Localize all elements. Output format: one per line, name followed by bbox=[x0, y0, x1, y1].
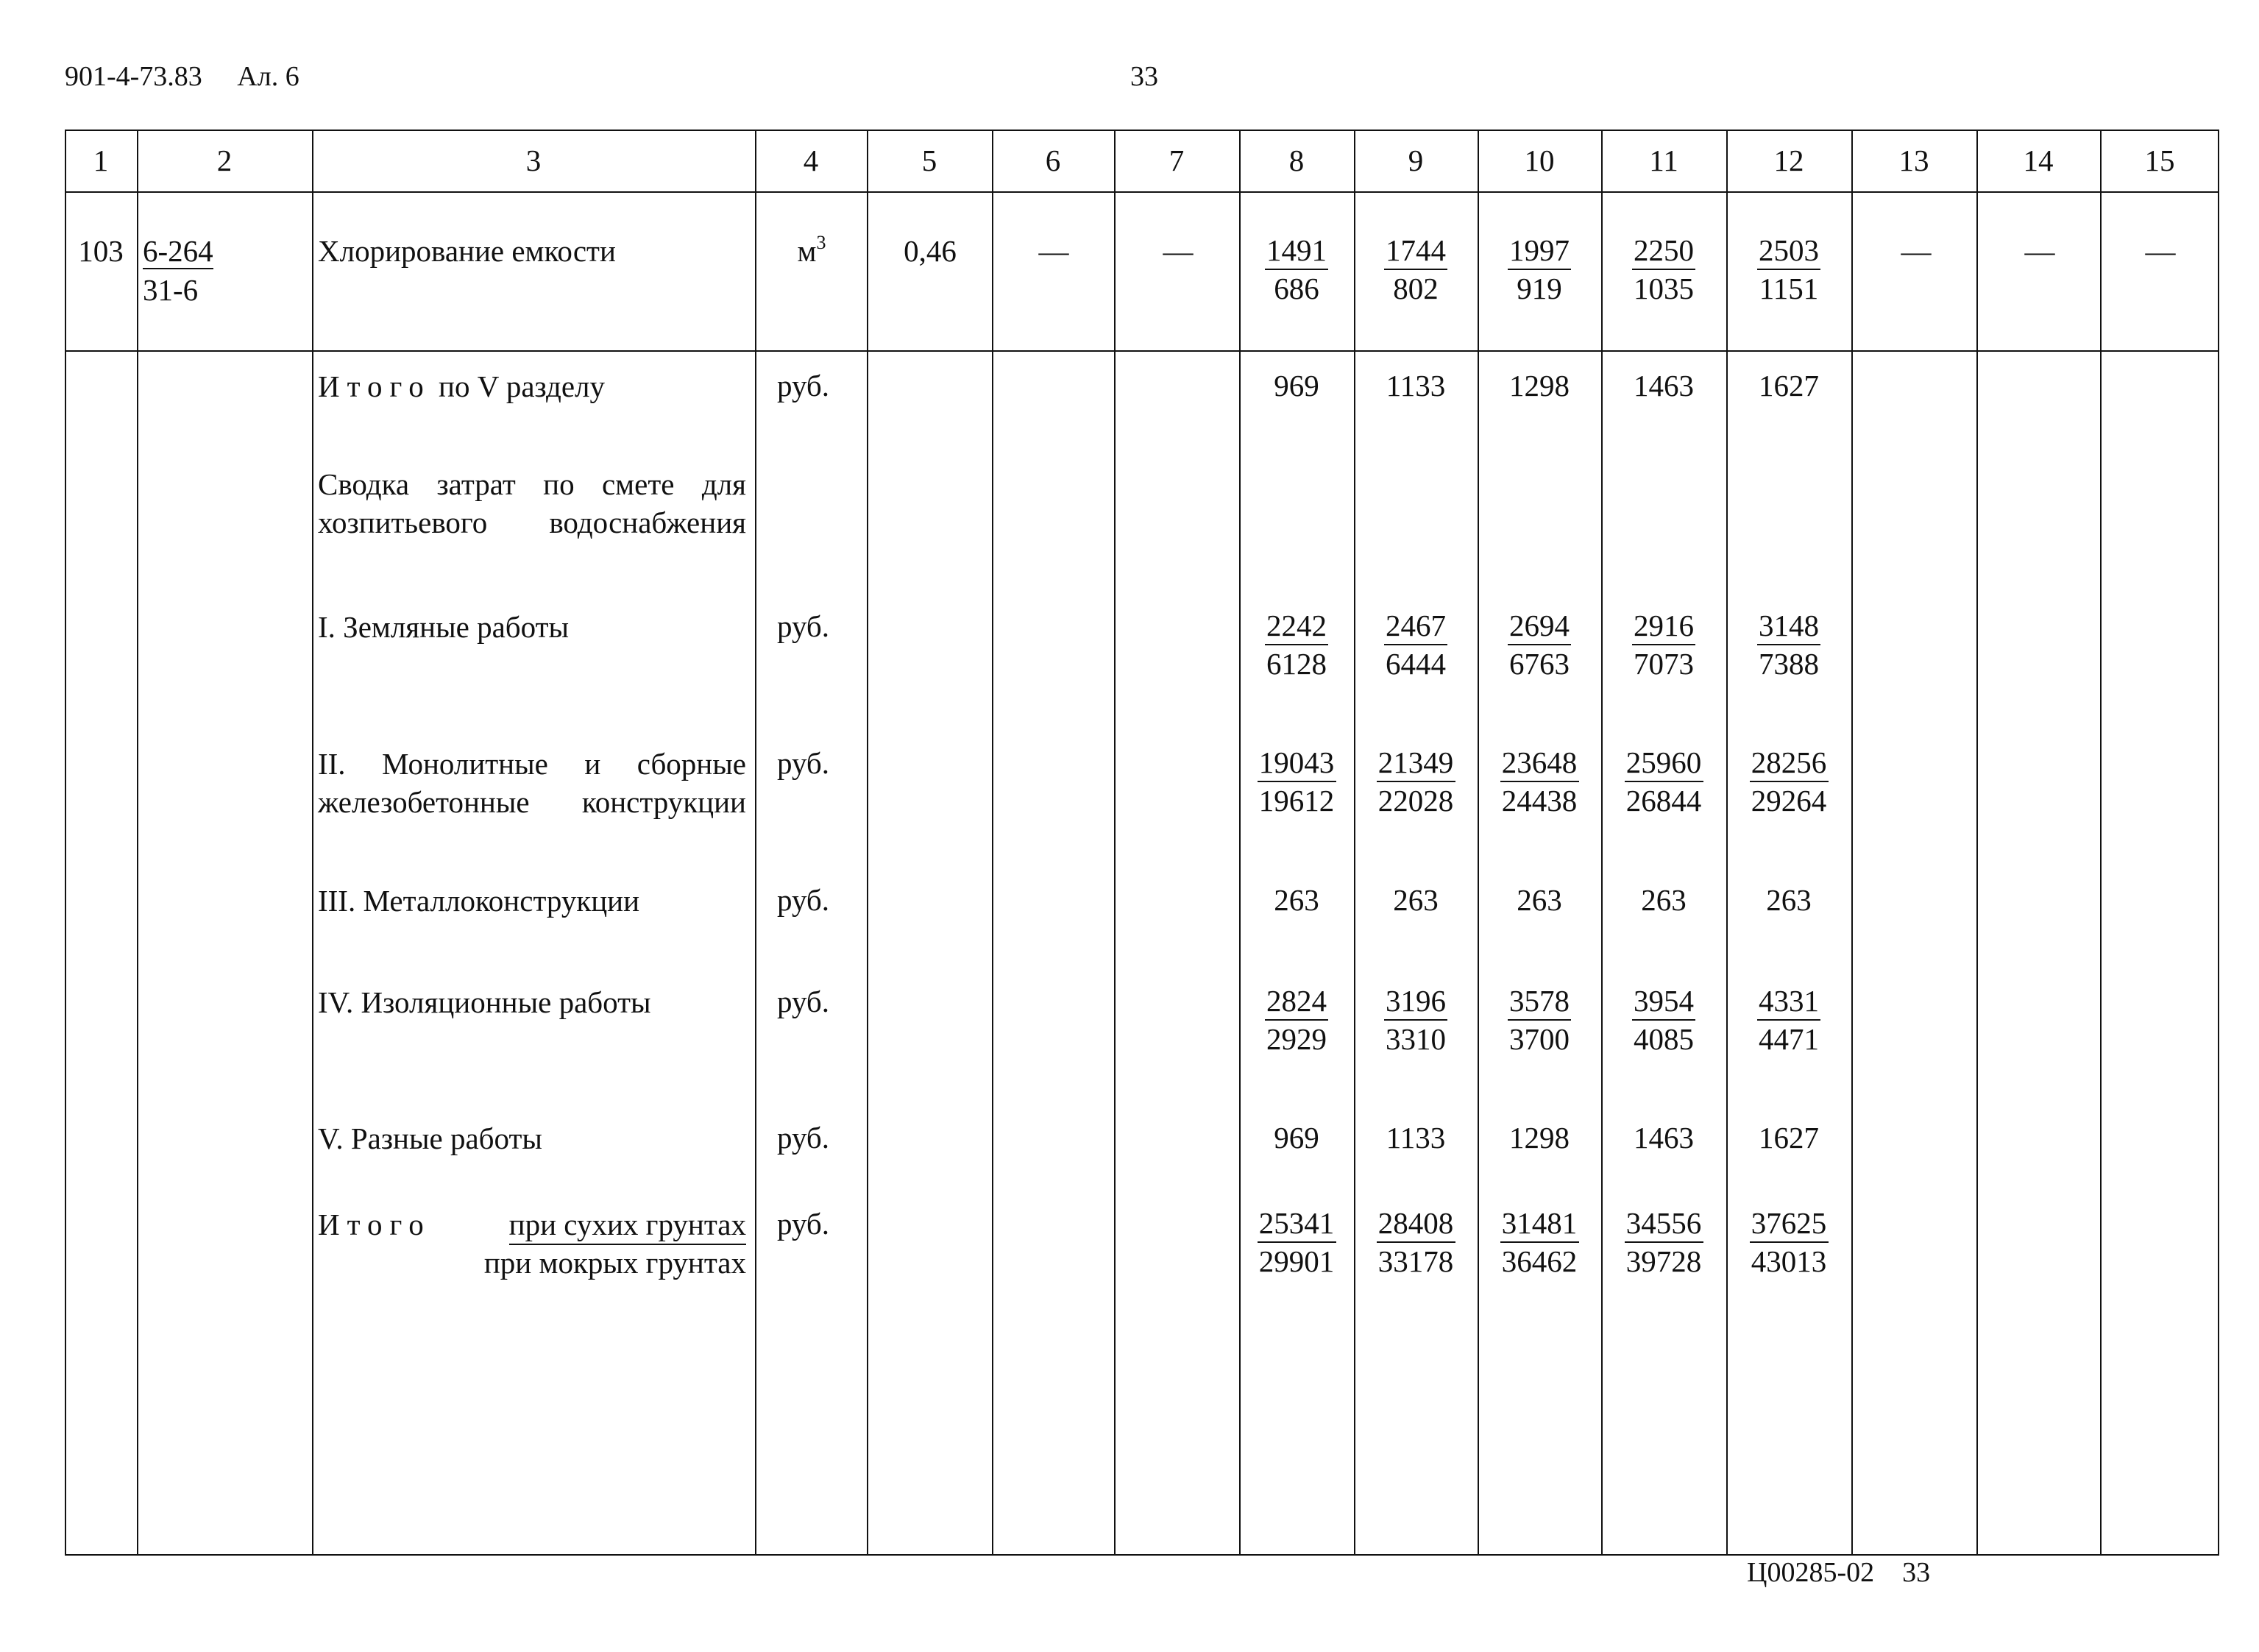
fraction-numerator: 2242 bbox=[1266, 609, 1327, 642]
value-cell: 1133 bbox=[1386, 369, 1446, 403]
value-cell: 1298 bbox=[1509, 369, 1570, 403]
grid-vline bbox=[1114, 130, 1116, 1556]
grid-vline bbox=[137, 130, 138, 1556]
section-total-label: Итого по V разделу bbox=[318, 369, 606, 403]
summary-row-unit: руб. bbox=[777, 1121, 830, 1155]
fraction-denominator: 36462 bbox=[1501, 1244, 1578, 1278]
fraction-numerator: 2916 bbox=[1634, 609, 1694, 642]
column-header: 11 bbox=[1649, 143, 1678, 177]
value-cell: 263 bbox=[1641, 883, 1687, 917]
fraction-bar bbox=[1265, 269, 1328, 270]
fraction-denominator: 4085 bbox=[1634, 1022, 1694, 1056]
grid-hline bbox=[65, 191, 2219, 193]
fraction-value bbox=[1601, 1205, 1726, 1279]
fraction-numerator: 34556 bbox=[1625, 1206, 1702, 1240]
value-cell: 1463 bbox=[1634, 1121, 1694, 1155]
fraction-value bbox=[1354, 1205, 1478, 1279]
item-code-bottom: 31-6 bbox=[143, 273, 199, 307]
fraction-value bbox=[1354, 608, 1478, 681]
value-cell: 969 bbox=[1274, 369, 1319, 403]
fraction-numerator: 37625 bbox=[1751, 1206, 1827, 1240]
fraction-numerator: 2250 bbox=[1634, 233, 1694, 267]
fraction-denominator: 3700 bbox=[1509, 1022, 1570, 1056]
value-cell: 263 bbox=[1766, 883, 1812, 917]
fraction-value bbox=[1478, 608, 1601, 681]
estimate-table bbox=[65, 130, 2219, 1556]
fraction-numerator: 2467 bbox=[1386, 609, 1446, 642]
grand-total-wet: при мокрых грунтах bbox=[483, 1246, 746, 1280]
fraction-denominator: 1151 bbox=[1759, 272, 1819, 305]
fraction-bar bbox=[1377, 781, 1455, 782]
grid-vline bbox=[1976, 130, 1978, 1556]
fraction-denominator: 22028 bbox=[1377, 784, 1454, 818]
fraction-numerator: 4331 bbox=[1759, 984, 1819, 1018]
fraction-denominator: 6763 bbox=[1509, 647, 1570, 681]
fraction-numerator: 2694 bbox=[1509, 609, 1570, 642]
fraction-bar bbox=[1384, 1019, 1447, 1021]
grid-vline bbox=[1601, 130, 1603, 1556]
column-header: 8 bbox=[1288, 143, 1305, 177]
item-col15-dash: — bbox=[2145, 234, 2176, 268]
grid-hline bbox=[65, 350, 2219, 352]
fraction-denominator: 43013 bbox=[1751, 1244, 1827, 1278]
grand-total-dry: при сухих грунтах bbox=[509, 1205, 746, 1245]
fraction-numerator: 1997 bbox=[1509, 233, 1570, 267]
value-cell: 263 bbox=[1274, 883, 1319, 917]
fraction-denominator: 29901 bbox=[1258, 1244, 1335, 1278]
fraction-value bbox=[1478, 233, 1601, 306]
fraction-value bbox=[1478, 745, 1601, 818]
fraction-bar bbox=[1625, 781, 1703, 782]
fraction-bar bbox=[1500, 781, 1579, 782]
summary-heading-line2: хозпитьевого водоснабжения bbox=[318, 506, 746, 539]
grid-vline bbox=[867, 130, 868, 1556]
item-unit: $м^3$ bbox=[797, 232, 826, 268]
grid-vline bbox=[1851, 130, 1853, 1556]
value-cell: 263 bbox=[1517, 883, 1562, 917]
value-cell: 1463 bbox=[1634, 369, 1694, 403]
fraction-numerator: 19043 bbox=[1258, 745, 1335, 779]
fraction-denominator: 7388 bbox=[1759, 647, 1819, 681]
summary-row-label-line2: железобетонные конструкции bbox=[318, 785, 746, 819]
fraction-denominator: 24438 bbox=[1501, 784, 1578, 818]
fraction-bar bbox=[1258, 781, 1336, 782]
column-header: 1 bbox=[93, 143, 109, 177]
fraction-value bbox=[1239, 233, 1354, 306]
fraction-numerator: 1491 bbox=[1266, 233, 1327, 267]
fraction-value bbox=[1478, 1205, 1601, 1279]
fraction-numerator: 1744 bbox=[1386, 233, 1446, 267]
fraction-bar bbox=[1265, 644, 1328, 645]
fraction-bar bbox=[1757, 644, 1820, 645]
column-header: 12 bbox=[1773, 143, 1804, 177]
fraction-denominator: 919 bbox=[1517, 272, 1562, 305]
summary-row-label: I. Земляные работы bbox=[318, 610, 570, 644]
fraction-value bbox=[1354, 233, 1478, 306]
grand-total-label: Итого при сухих грунтах при мокрых грунтах bbox=[318, 1205, 746, 1286]
fraction-value bbox=[1601, 233, 1726, 306]
column-header: 15 bbox=[2144, 143, 2175, 177]
fraction-denominator: 29264 bbox=[1751, 784, 1827, 818]
item-col13-dash: — bbox=[1901, 234, 1932, 268]
fraction-value bbox=[1601, 608, 1726, 681]
fraction-bar bbox=[1265, 1019, 1328, 1021]
fraction-denominator: 33178 bbox=[1377, 1244, 1454, 1278]
fraction-value bbox=[1354, 745, 1478, 818]
item-number: 103 bbox=[78, 234, 124, 268]
grid-vline bbox=[312, 130, 313, 1556]
fraction-value bbox=[1354, 983, 1478, 1057]
fraction-numerator: 31481 bbox=[1501, 1206, 1578, 1240]
grid-vline bbox=[1239, 130, 1241, 1556]
fraction-numerator: 25960 bbox=[1625, 745, 1702, 779]
grid-vline bbox=[1354, 130, 1355, 1556]
fraction-bar bbox=[1508, 644, 1571, 645]
document-code: 901-4-73.83 Ал. 6 bbox=[65, 61, 299, 92]
fraction-denominator: 6128 bbox=[1266, 647, 1327, 681]
fraction-bar bbox=[1632, 1019, 1695, 1021]
value-cell: 1298 bbox=[1509, 1121, 1570, 1155]
fraction-denominator: 26844 bbox=[1625, 784, 1702, 818]
fraction-denominator: 1035 bbox=[1634, 272, 1694, 305]
summary-row-label: IV. Изоляционные работы bbox=[318, 985, 651, 1019]
grid-vline bbox=[992, 130, 993, 1556]
footer-stamp: Ц00285-02 33 bbox=[1747, 1557, 1931, 1588]
fraction-denominator: 2929 bbox=[1266, 1022, 1327, 1056]
value-cell: 1133 bbox=[1386, 1121, 1446, 1155]
fraction-bar bbox=[1508, 269, 1571, 270]
fraction-numerator: 3954 bbox=[1634, 984, 1694, 1018]
column-header: 13 bbox=[1898, 143, 1929, 177]
item-code-top: 6-264 bbox=[143, 234, 213, 268]
value-cell: 263 bbox=[1393, 883, 1439, 917]
grid-hline bbox=[65, 130, 2219, 131]
fraction-value bbox=[1726, 983, 1851, 1057]
fraction-value bbox=[1239, 1205, 1354, 1279]
fraction-bar bbox=[1757, 1019, 1820, 1021]
grid-vline bbox=[1478, 130, 1479, 1556]
fraction-bar bbox=[1632, 644, 1695, 645]
column-header: 14 bbox=[2023, 143, 2054, 177]
fraction-value bbox=[1239, 608, 1354, 681]
value-cell: 1627 bbox=[1759, 369, 1819, 403]
fraction-bar bbox=[1384, 269, 1447, 270]
item-col14-dash: — bbox=[2024, 234, 2055, 268]
fraction-value bbox=[1726, 608, 1851, 681]
grid-vline bbox=[1726, 130, 1728, 1556]
fraction-bar bbox=[1377, 1241, 1455, 1243]
fraction-bar bbox=[1750, 1241, 1829, 1243]
grand-total-unit: руб. bbox=[777, 1207, 830, 1241]
column-header: 2 bbox=[216, 143, 233, 177]
fraction-bar bbox=[1632, 269, 1695, 270]
fraction-value bbox=[1239, 983, 1354, 1057]
fraction-value bbox=[1601, 983, 1726, 1057]
fraction-numerator: 2503 bbox=[1759, 233, 1819, 267]
value-cell: 969 bbox=[1274, 1121, 1319, 1155]
value-cell: 1627 bbox=[1759, 1121, 1819, 1155]
column-header: 10 bbox=[1524, 143, 1555, 177]
grid-vline bbox=[2218, 130, 2219, 1556]
fraction-denominator: 39728 bbox=[1625, 1244, 1702, 1278]
column-header: 5 bbox=[921, 143, 937, 177]
grid-vline bbox=[65, 130, 66, 1556]
fraction-bar bbox=[1750, 781, 1829, 782]
item-col7-dash: — bbox=[1163, 234, 1194, 268]
fraction-bar bbox=[1258, 1241, 1336, 1243]
column-header: 9 bbox=[1408, 143, 1424, 177]
grid-vline bbox=[2100, 130, 2102, 1556]
fraction-denominator: 802 bbox=[1393, 272, 1439, 305]
fraction-denominator: 4471 bbox=[1759, 1022, 1819, 1056]
column-header: 7 bbox=[1168, 143, 1185, 177]
fraction-numerator: 3148 bbox=[1759, 609, 1819, 642]
summary-row-unit: руб. bbox=[777, 883, 830, 917]
summary-row-unit: руб. bbox=[777, 746, 830, 780]
section-total-unit: руб. bbox=[777, 369, 830, 403]
column-header: 6 bbox=[1045, 143, 1061, 177]
summary-row-unit: руб. bbox=[777, 609, 830, 643]
item-quantity: 0,46 bbox=[904, 234, 957, 268]
fraction-numerator: 28256 bbox=[1751, 745, 1827, 779]
fraction-bar bbox=[1508, 1019, 1571, 1021]
fraction-numerator: 2824 bbox=[1266, 984, 1327, 1018]
summary-row-label: V. Разные работы bbox=[318, 1121, 542, 1155]
fraction-numerator: 3196 bbox=[1386, 984, 1446, 1018]
summary-row-unit: руб. bbox=[777, 985, 830, 1018]
page-number: 33 bbox=[1130, 61, 1158, 92]
item-name: Хлорирование емкости bbox=[318, 234, 616, 268]
fraction-numerator: 23648 bbox=[1501, 745, 1578, 779]
column-header: 3 bbox=[525, 143, 542, 177]
fraction-bar bbox=[1384, 644, 1447, 645]
fraction-bar bbox=[1500, 1241, 1579, 1243]
summary-row-label: III. Металлоконструкции bbox=[318, 884, 640, 918]
grid-hline bbox=[65, 1554, 2219, 1556]
fraction-denominator: 6444 bbox=[1386, 647, 1446, 681]
fraction-denominator: 7073 bbox=[1634, 647, 1694, 681]
fraction-value bbox=[1601, 745, 1726, 818]
column-header: 4 bbox=[803, 143, 819, 177]
fraction-numerator: 25341 bbox=[1258, 1206, 1335, 1240]
fraction-numerator: 28408 bbox=[1377, 1206, 1454, 1240]
fraction-numerator: 21349 bbox=[1377, 745, 1454, 779]
fraction-denominator: 3310 bbox=[1386, 1022, 1446, 1056]
fraction-value bbox=[1478, 983, 1601, 1057]
grid-vline bbox=[755, 130, 756, 1556]
fraction-value bbox=[1239, 745, 1354, 818]
fraction-value bbox=[1726, 233, 1851, 306]
summary-row-label: II. Монолитные и сборные bbox=[318, 747, 746, 781]
fraction-value bbox=[1726, 1205, 1851, 1279]
summary-heading-line1: Сводка затрат по смете для bbox=[318, 467, 746, 501]
fraction-denominator: 686 bbox=[1274, 272, 1319, 305]
item-col6-dash: — bbox=[1038, 234, 1069, 268]
fraction-numerator: 3578 bbox=[1509, 984, 1570, 1018]
fraction-denominator: 19612 bbox=[1258, 784, 1335, 818]
fraction-bar bbox=[1757, 269, 1820, 270]
fraction-value bbox=[1726, 745, 1851, 818]
fraction-bar bbox=[1625, 1241, 1703, 1243]
